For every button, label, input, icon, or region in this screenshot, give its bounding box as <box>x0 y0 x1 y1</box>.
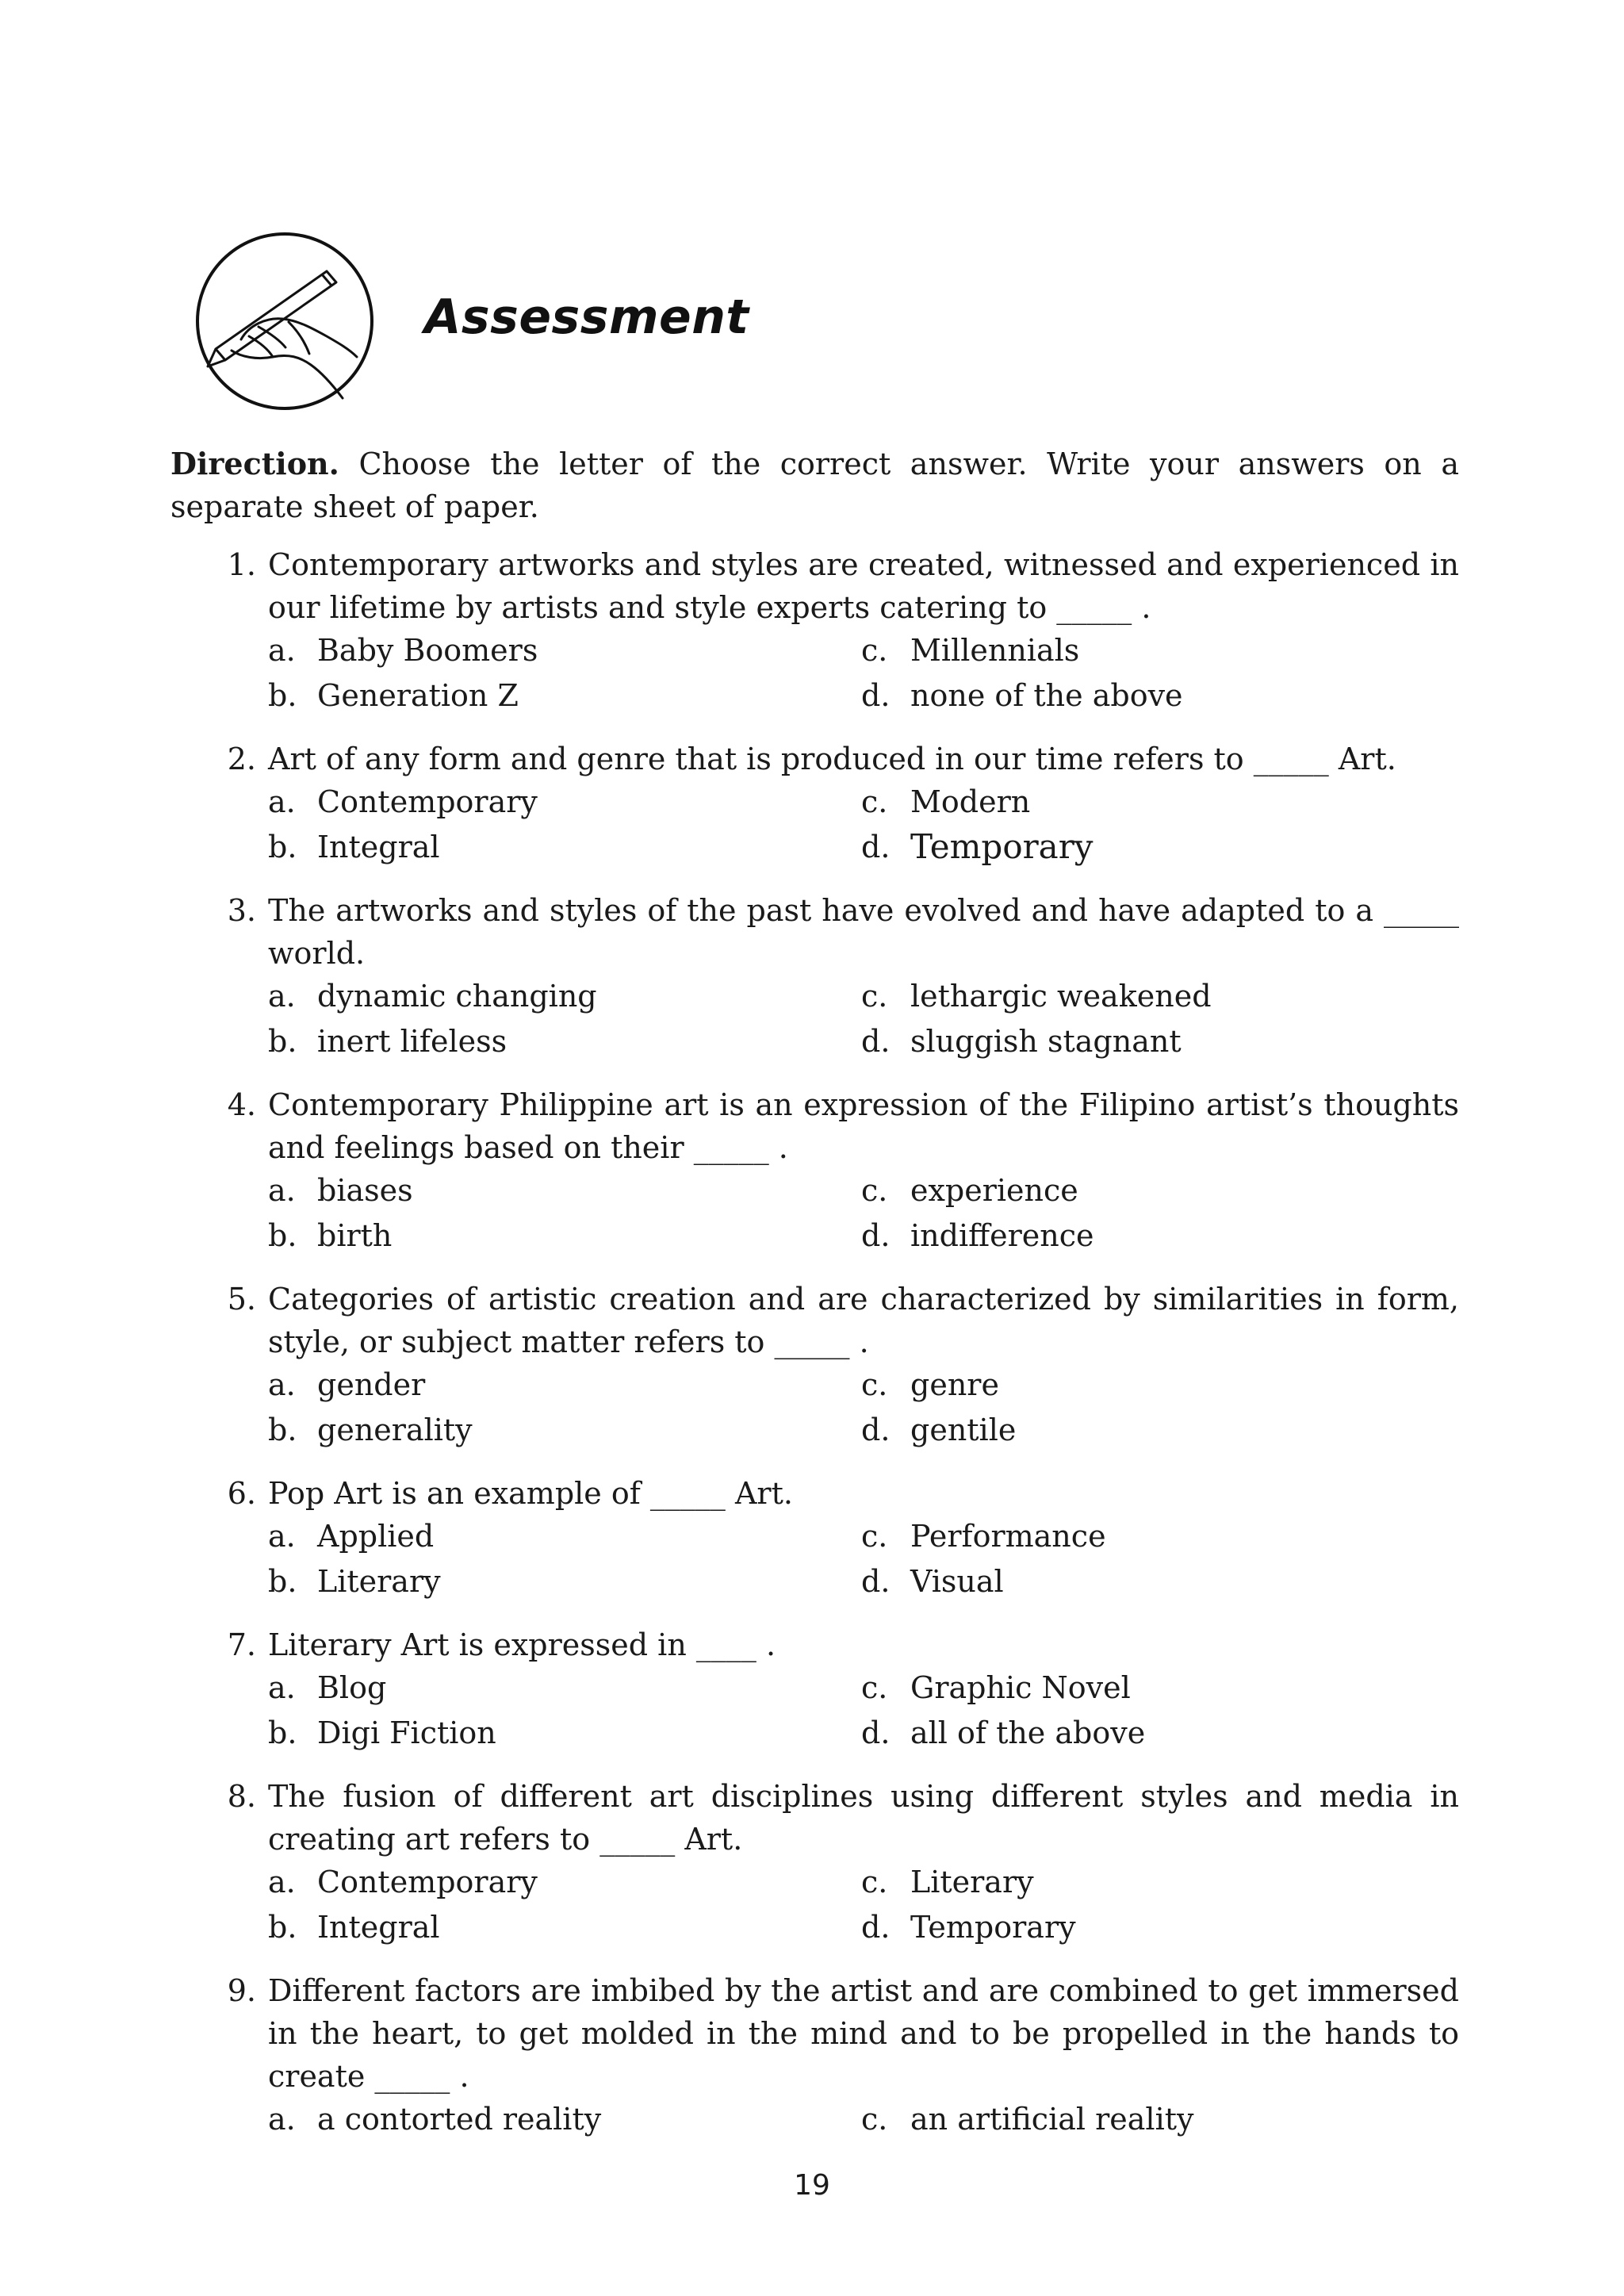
option-text: Contemporary <box>317 1865 538 1899</box>
option-letter: d. <box>861 1910 891 1945</box>
option-c <box>861 780 1337 823</box>
option-b <box>268 1409 861 1451</box>
option-letter: b. <box>268 1218 297 1253</box>
question-item <box>170 889 1459 1063</box>
option-d <box>861 826 1337 868</box>
question-number: 6. <box>227 1476 256 1511</box>
option-text: gentile <box>910 1412 1017 1447</box>
options-grid <box>268 975 1459 1063</box>
option-c <box>861 629 1337 672</box>
option-letter: c. <box>861 1173 888 1208</box>
option-letter: a. <box>268 633 296 668</box>
option-b <box>268 674 861 717</box>
option-c <box>861 1666 1337 1709</box>
option-b <box>268 1906 861 1949</box>
options-grid <box>268 1515 1459 1603</box>
option-b <box>268 1020 861 1063</box>
option-letter: c. <box>861 1670 888 1705</box>
option-letter: a. <box>268 1519 296 1554</box>
pencil-hand-icon <box>193 230 376 412</box>
options-grid <box>268 1861 1459 1949</box>
option-a <box>268 780 861 823</box>
question-item <box>170 1083 1459 1257</box>
option-d <box>861 1560 1337 1603</box>
question-item <box>170 1278 1459 1451</box>
option-c <box>861 1363 1337 1406</box>
option-a <box>268 629 861 672</box>
option-text: Visual <box>910 1564 1004 1599</box>
options-grid <box>268 2098 1459 2141</box>
option-text: biases <box>317 1173 413 1208</box>
question-number: 4. <box>227 1087 256 1122</box>
option-d <box>861 1711 1337 1754</box>
option-text: lethargic weakened <box>910 979 1212 1014</box>
option-c <box>861 1515 1337 1558</box>
options-grid <box>268 629 1459 717</box>
option-text: birth <box>317 1218 393 1253</box>
question-item <box>170 738 1459 868</box>
option-text: experience <box>910 1173 1078 1208</box>
option-text: genre <box>910 1367 999 1402</box>
options-grid <box>268 1169 1459 1257</box>
option-letter: a. <box>268 1865 296 1899</box>
option-letter: a. <box>268 1367 296 1402</box>
option-letter: c. <box>861 1367 888 1402</box>
option-text: Literary <box>910 1865 1034 1899</box>
question-item <box>170 1623 1459 1754</box>
option-text: Graphic Novel <box>910 1670 1131 1705</box>
option-text: Millennials <box>910 633 1080 668</box>
options-grid <box>268 1666 1459 1754</box>
option-letter: a. <box>268 1670 296 1705</box>
option-letter: a. <box>268 979 296 1014</box>
option-text: generality <box>317 1412 473 1447</box>
question-number: 5. <box>227 1282 256 1317</box>
question-text: Categories of artistic creation and are characterized by similarities in form, style, or subject matter refers to _____ . <box>268 1282 1459 1359</box>
option-b <box>268 1214 861 1257</box>
option-text: all of the above <box>910 1715 1146 1750</box>
option-letter: c. <box>861 633 888 668</box>
question-text: Pop Art is an example of _____ Art. <box>268 1476 793 1511</box>
option-letter: b. <box>268 1715 297 1750</box>
direction-paragraph <box>170 443 1459 528</box>
option-text: sluggish stagnant <box>910 1024 1182 1059</box>
option-d <box>861 1409 1337 1451</box>
question-text: Art of any form and genre that is produced in our time refers to _____ Art. <box>268 742 1396 776</box>
option-letter: d. <box>861 1715 891 1750</box>
option-letter: d. <box>861 1564 891 1599</box>
option-b <box>268 826 861 868</box>
option-letter: d. <box>861 1412 891 1447</box>
question-text: Contemporary artworks and styles are created, witnessed and experienced in our lifetime by artists and style experts catering to _____ . <box>268 547 1459 625</box>
question-text: Different factors are imbibed by the artist and are combined to get immersed in the heart, to get molded in the mind and to be propelled in the hands to create _____ . <box>268 1973 1459 2094</box>
option-letter: a. <box>268 2102 296 2137</box>
option-text: Blog <box>317 1670 387 1705</box>
option-text: Integral <box>317 1910 440 1945</box>
option-text: a contorted reality <box>317 2102 602 2137</box>
question-number: 8. <box>227 1779 256 1814</box>
option-a <box>268 1515 861 1558</box>
option-letter: d. <box>861 1024 891 1059</box>
option-letter: d. <box>861 1218 891 1253</box>
question-item <box>170 1969 1459 2141</box>
option-d <box>861 1906 1337 1949</box>
question-text: Contemporary Philippine art is an expression of the Filipino artist’s thoughts and feelings based on their _____ . <box>268 1087 1459 1165</box>
option-text: an artificial reality <box>910 2102 1194 2137</box>
option-letter: c. <box>861 979 888 1014</box>
option-letter: b. <box>268 1412 297 1447</box>
option-a <box>268 2098 861 2141</box>
option-letter: b. <box>268 1024 297 1059</box>
option-letter: c. <box>861 1519 888 1554</box>
option-a <box>268 1666 861 1709</box>
option-letter: b. <box>268 830 297 864</box>
question-number: 3. <box>227 893 256 928</box>
option-letter: b. <box>268 1910 297 1945</box>
option-d <box>861 1020 1337 1063</box>
question-item <box>170 1775 1459 1949</box>
option-text: Integral <box>317 830 440 864</box>
option-text: Baby Boomers <box>317 633 538 668</box>
option-letter: a. <box>268 784 296 819</box>
question-list <box>170 543 1459 2161</box>
option-letter: d. <box>861 830 891 864</box>
option-text: Performance <box>910 1519 1106 1554</box>
option-b <box>268 1560 861 1603</box>
option-text: inert lifeless <box>317 1024 508 1059</box>
option-text: Modern <box>910 784 1031 819</box>
option-a <box>268 1861 861 1903</box>
option-letter: b. <box>268 678 297 713</box>
option-text: Digi Fiction <box>317 1715 496 1750</box>
option-letter: c. <box>861 2102 888 2137</box>
direction-label: Direction. <box>170 446 339 481</box>
question-item <box>170 543 1459 717</box>
page-number: 19 <box>794 2169 830 2202</box>
option-text: Applied <box>317 1519 435 1554</box>
option-a <box>268 1169 861 1212</box>
question-text: Literary Art is expressed in ____ . <box>268 1627 776 1662</box>
option-a <box>268 1363 861 1406</box>
option-letter: b. <box>268 1564 297 1599</box>
option-letter: d. <box>861 678 891 713</box>
option-d <box>861 674 1337 717</box>
question-item <box>170 1472 1459 1603</box>
option-c <box>861 975 1337 1018</box>
direction-text: Choose the letter of the correct answer. Write your answers on a separate sheet of paper. <box>170 447 1459 524</box>
question-number: 9. <box>227 1973 256 2008</box>
option-letter: c. <box>861 784 888 819</box>
question-number: 7. <box>227 1627 256 1662</box>
option-text: gender <box>317 1367 426 1402</box>
question-number: 2. <box>227 742 256 776</box>
option-d <box>861 1214 1337 1257</box>
question-text: The fusion of different art disciplines using different styles and media in creating art refers to _____ Art. <box>268 1779 1459 1857</box>
option-text: dynamic changing <box>317 979 597 1014</box>
question-text: The artworks and styles of the past have evolved and have adapted to a _____ world. <box>268 893 1459 971</box>
option-c <box>861 2098 1337 2141</box>
option-text: Literary <box>317 1564 441 1599</box>
question-number: 1. <box>227 547 256 582</box>
option-a <box>268 975 861 1018</box>
option-c <box>861 1169 1337 1212</box>
option-text: indifference <box>910 1218 1094 1253</box>
option-c <box>861 1861 1337 1903</box>
option-letter: a. <box>268 1173 296 1208</box>
option-text: Contemporary <box>317 784 538 819</box>
page-title: Assessment <box>424 289 749 345</box>
option-text: none of the above <box>910 678 1183 713</box>
option-text: Temporary <box>910 1910 1076 1945</box>
option-text: Temporary <box>910 827 1094 866</box>
option-b <box>268 1711 861 1754</box>
option-text: Generation Z <box>317 678 519 713</box>
options-grid <box>268 1363 1459 1451</box>
option-letter: c. <box>861 1865 888 1899</box>
options-grid <box>268 780 1459 868</box>
